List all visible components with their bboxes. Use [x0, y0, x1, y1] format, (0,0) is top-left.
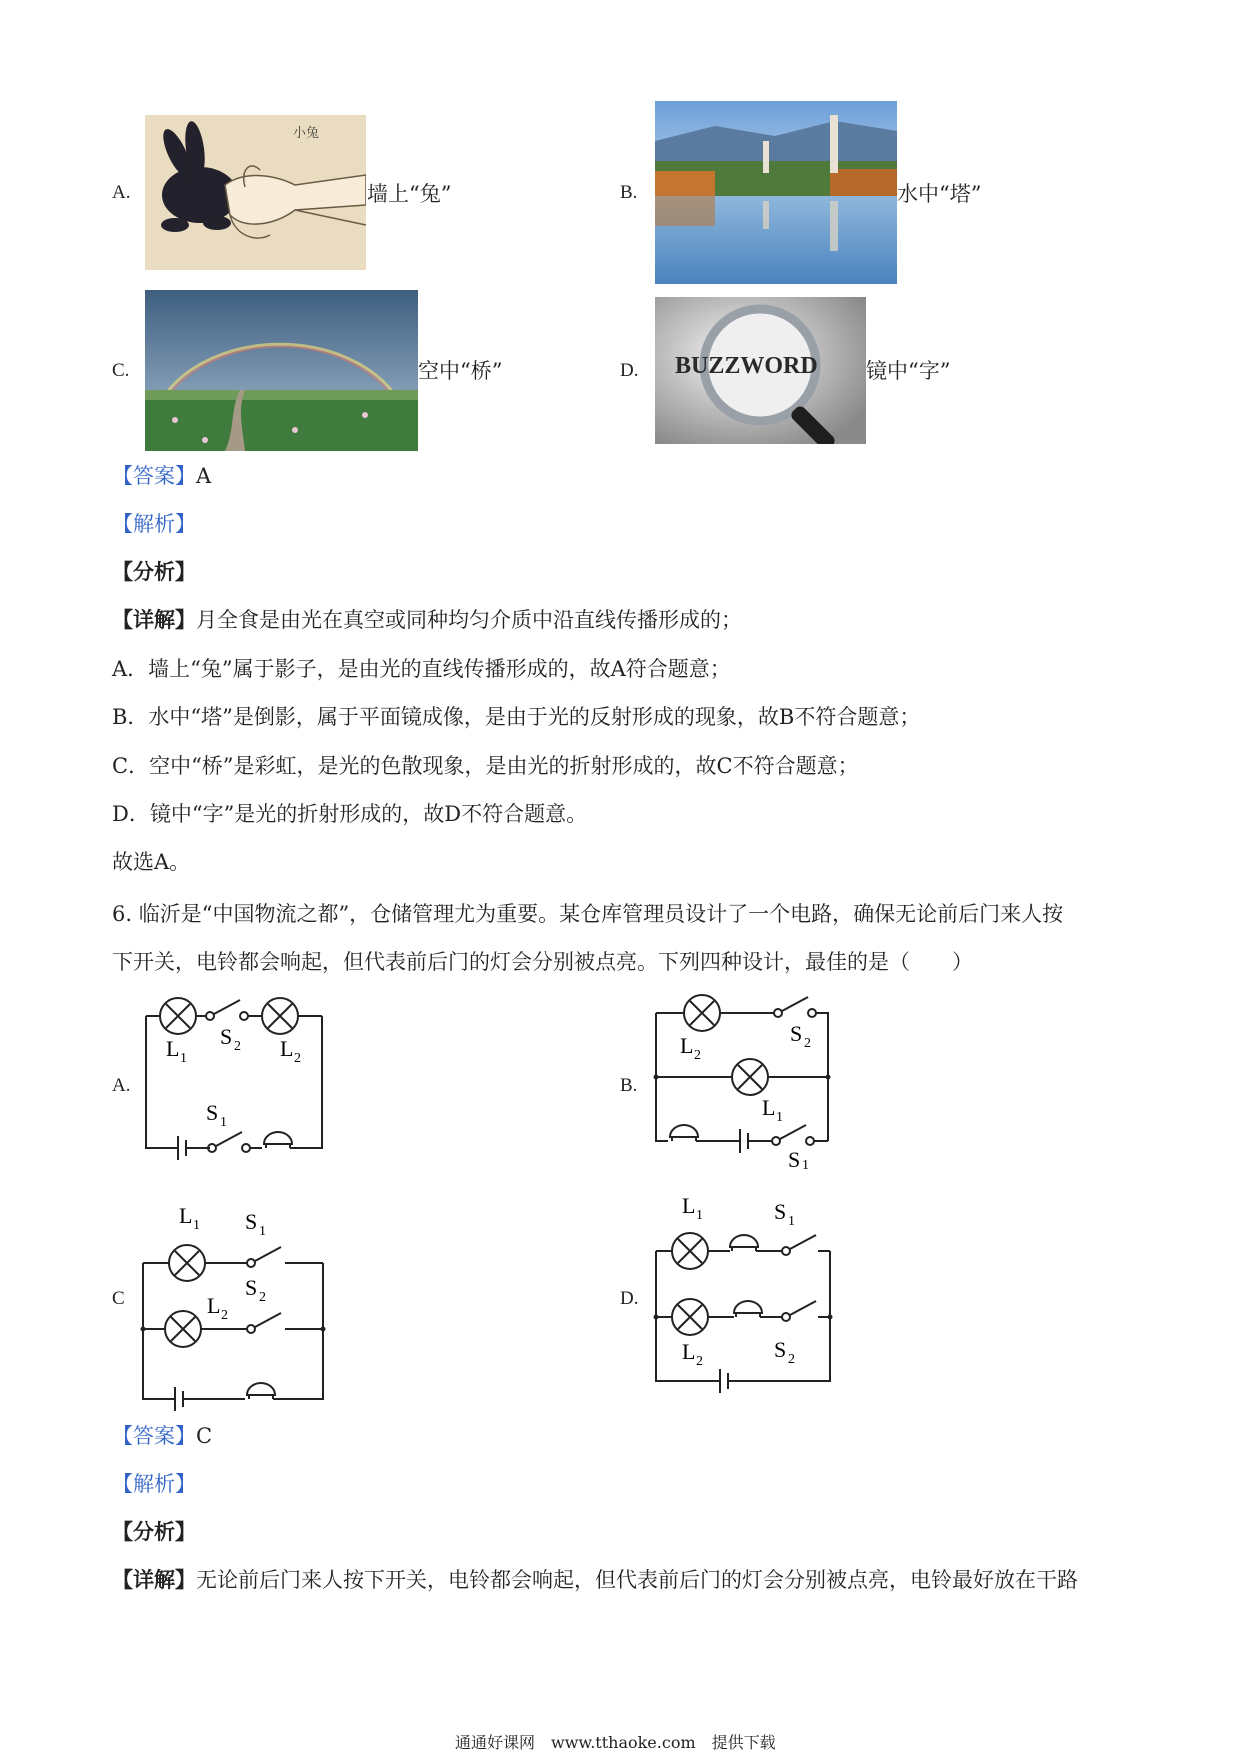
label-l: L — [682, 1195, 696, 1218]
q5-conclusion: 故选A。 — [112, 850, 191, 874]
label-l: L — [682, 1339, 696, 1364]
option-c-caption: 空中“桥” — [418, 359, 503, 383]
label-s: S — [220, 1024, 233, 1049]
circuit-a-letter: A. — [112, 1075, 131, 1096]
rainbow-image — [145, 290, 418, 451]
sub-2: 2 — [788, 1352, 795, 1367]
sub-1: 1 — [802, 1158, 809, 1170]
label-l: L — [179, 1203, 193, 1228]
label-s: S — [245, 1209, 258, 1234]
detail-tag: 【详解】 — [112, 607, 196, 632]
sub-2: 2 — [259, 1290, 266, 1305]
option-b-letter: B. — [620, 182, 638, 203]
analysis-tag: 【解析】 — [112, 512, 196, 536]
label-l: L — [680, 1033, 694, 1058]
rabbit-image-label: 小兔 — [293, 126, 320, 141]
magnifier-image — [655, 297, 866, 444]
detail-text: 无论前后门来人按下开关，电铃都会响起，但代表前后门的灯会分别被点亮，电铃最好放在干路 — [196, 1568, 1078, 1592]
fenxi-tag: 【分析】 — [112, 1519, 196, 1544]
circuit-diagram-b — [650, 985, 850, 1170]
option-a-letter: A. — [112, 182, 131, 203]
label-l: L — [166, 1036, 180, 1061]
option-c-letter: C. — [112, 360, 130, 381]
label-l: L — [280, 1036, 294, 1061]
option-d-letter: D. — [620, 360, 639, 381]
circuit-b-letter: B. — [620, 1075, 638, 1096]
label-s: S — [245, 1275, 258, 1300]
page-footer: 通通好课网 www.tthaoke.com 提供下载 — [455, 1733, 776, 1752]
circuit-d-letter: D. — [620, 1288, 639, 1309]
circuit-diagram-c — [135, 1195, 335, 1415]
label-l: L — [207, 1293, 221, 1318]
sub-2: 2 — [221, 1308, 228, 1323]
pagoda-reflection-image — [655, 101, 897, 284]
q6-detail — [112, 1566, 1078, 1594]
q6-stem-line2: 下开关，电铃都会响起，但代表前后门的灯会分别被点亮。下列四种设计，最佳的是（ ） — [112, 950, 973, 974]
sub-2: 2 — [804, 1036, 811, 1051]
sub-1: 1 — [788, 1214, 795, 1229]
q6-stem-line1: 6. 临沂是“中国物流之都”，仓储管理尤为重要。某仓库管理员设计了一个电路，确保无论前后门来人按 — [112, 902, 1064, 926]
answer-tag: 【答案】 — [112, 1424, 196, 1448]
sub-1: 1 — [776, 1110, 783, 1125]
sub-2: 2 — [696, 1354, 703, 1369]
option-d-caption: 镜中“字” — [866, 359, 951, 383]
sub-1: 1 — [193, 1218, 200, 1233]
sub-1: 1 — [180, 1051, 187, 1066]
sub-1: 1 — [259, 1224, 266, 1239]
label-l: L — [762, 1095, 776, 1120]
q5-line-c: C．空中“桥”是彩虹，是光的色散现象，是由光的折射形成的，故C不符合题意； — [112, 754, 859, 778]
answer-value: A — [196, 464, 212, 488]
buzzword-text: BUZZWORD — [675, 353, 818, 379]
label-s: S — [788, 1147, 801, 1170]
q6-answer — [112, 1422, 212, 1450]
sub-2: 2 — [694, 1048, 701, 1063]
q5-line-a: A．墙上“兔”属于影子，是由光的直线传播形成的，故A符合题意； — [112, 657, 731, 681]
detail-tag: 【详解】 — [112, 1567, 196, 1592]
sub-2: 2 — [234, 1039, 241, 1054]
circuit-c-letter: C — [112, 1288, 125, 1309]
label-s: S — [774, 1337, 787, 1362]
option-b-caption: 水中“塔” — [897, 182, 982, 206]
detail-text: 月全食是由光在真空或同种均匀介质中沿直线传播形成的； — [196, 608, 742, 632]
label-s: S — [790, 1021, 803, 1046]
fenxi-tag: 【分析】 — [112, 559, 196, 584]
answer-value: C — [196, 1424, 213, 1448]
q5-line-d: D．镜中“字”是光的折射形成的，故D不符合题意。 — [112, 802, 588, 826]
q5-line-b: B．水中“塔”是倒影，属于平面镜成像，是由于光的反射形成的现象，故B不符合题意； — [112, 705, 921, 729]
sub-1: 1 — [220, 1115, 227, 1130]
q5-detail — [112, 606, 742, 634]
sub-1: 1 — [696, 1208, 703, 1223]
analysis-tag: 【解析】 — [112, 1472, 196, 1496]
label-s: S — [206, 1100, 219, 1125]
circuit-diagram-d — [650, 1195, 850, 1415]
option-a-caption: 墙上“兔” — [367, 182, 452, 206]
label-s: S — [774, 1199, 787, 1224]
sub-2: 2 — [294, 1051, 301, 1066]
q5-answer — [112, 462, 211, 490]
circuit-diagram-a — [140, 990, 340, 1170]
shadow-rabbit-image — [145, 115, 366, 270]
answer-tag: 【答案】 — [112, 464, 196, 488]
